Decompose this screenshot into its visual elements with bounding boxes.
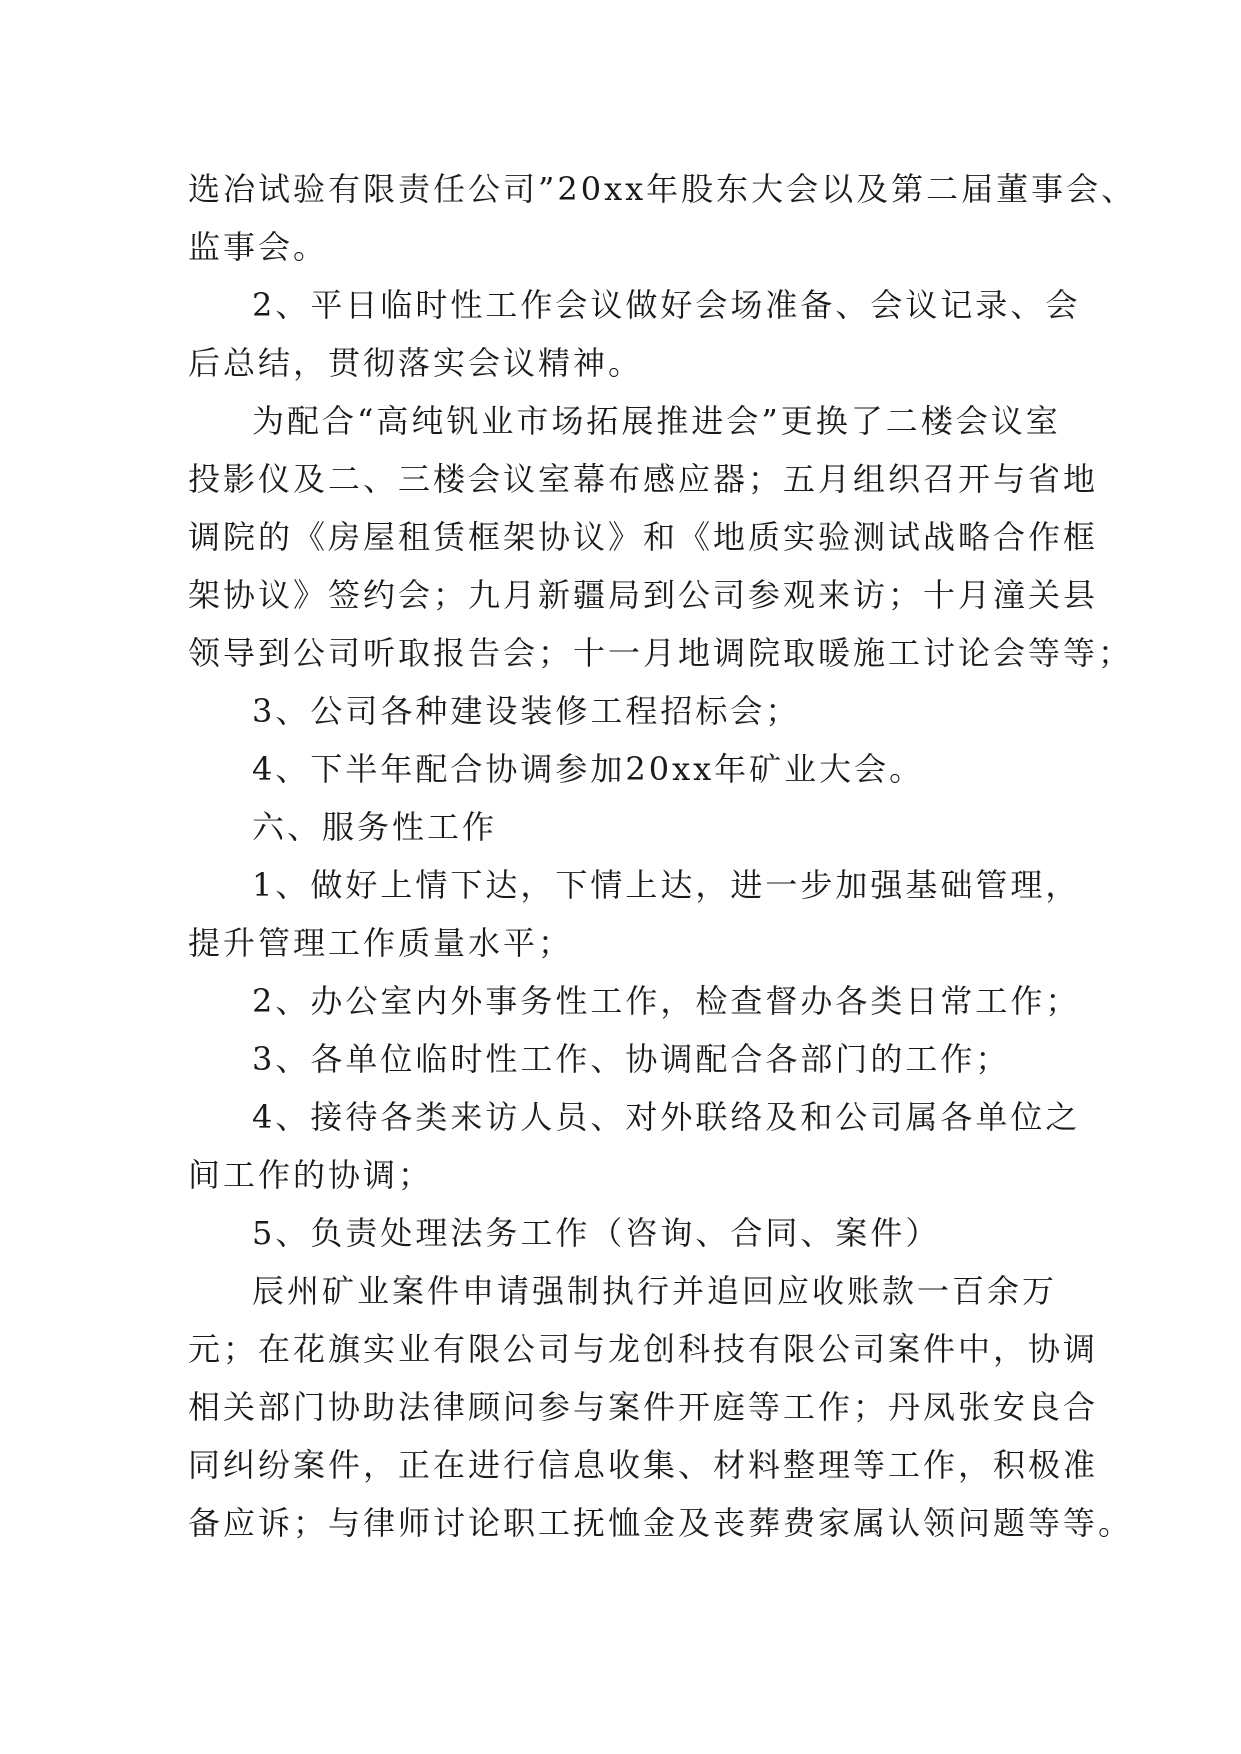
text-line: 2、平日临时性工作会议做好会场准备、会议记录、会 [252,286,1081,324]
text-line: 4、接待各类来访人员、对外联络及和公司属各单位之 [252,1098,1081,1136]
text-line: 1、做好上情下达，下情上达，进一步加强基础管理， [252,866,1081,904]
text-line: 辰州矿业案件申请强制执行并追回应收账款一百余万 [252,1272,1058,1310]
text-line: 投影仪及二、三楼会议室幕布感应器；五月组织召开与省地 [188,460,1099,498]
text-line: 3、公司各种建设装修工程招标会； [252,692,801,730]
text-line: 提升管理工作质量水平； [188,924,574,962]
text-line: 监事会。 [188,228,329,266]
text-line: 架协议》签约会；九月新疆局到公司参观来访；十月潼关县 [188,576,1099,614]
text-line: 为配合“高纯钒业市场拓展推进会”更换了二楼会议室 [252,402,1061,440]
text-line: 间工作的协调； [188,1156,434,1194]
text-line: 后总结，贯彻落实会议精神。 [188,344,644,382]
text-line: 调院的《房屋租赁框架协议》和《地质实验测试战略合作框 [188,518,1099,556]
text-line: 同纠纷案件，正在进行信息收集、材料整理等工作，积极准 [188,1446,1099,1484]
text-line: 备应诉；与律师讨论职工抚恤金及丧葬费家属认领问题等等。 [188,1504,1134,1542]
text-line: 4、下半年配合协调参加20xx年矿业大会。 [252,750,925,788]
text-line: 选冶试验有限责任公司”20xx年股东大会以及第二届董事会、 [188,170,1137,208]
document-body [188,160,1137,1552]
text-line: 领导到公司听取报告会；十一月地调院取暖施工讨论会等等； [188,634,1134,672]
text-line: 相关部门协助法律顾问参与案件开庭等工作；丹凤张安良合 [188,1388,1099,1426]
section-heading: 六、服务性工作 [252,808,498,846]
text-line: 5、负责处理法务工作（咨询、合同、案件） [252,1214,941,1252]
text-line: 元；在花旗实业有限公司与龙创科技有限公司案件中，协调 [188,1330,1099,1368]
text-line: 3、各单位临时性工作、协调配合各部门的工作； [252,1040,1011,1078]
text-line: 2、办公室内外事务性工作，检查督办各类日常工作； [252,982,1081,1020]
